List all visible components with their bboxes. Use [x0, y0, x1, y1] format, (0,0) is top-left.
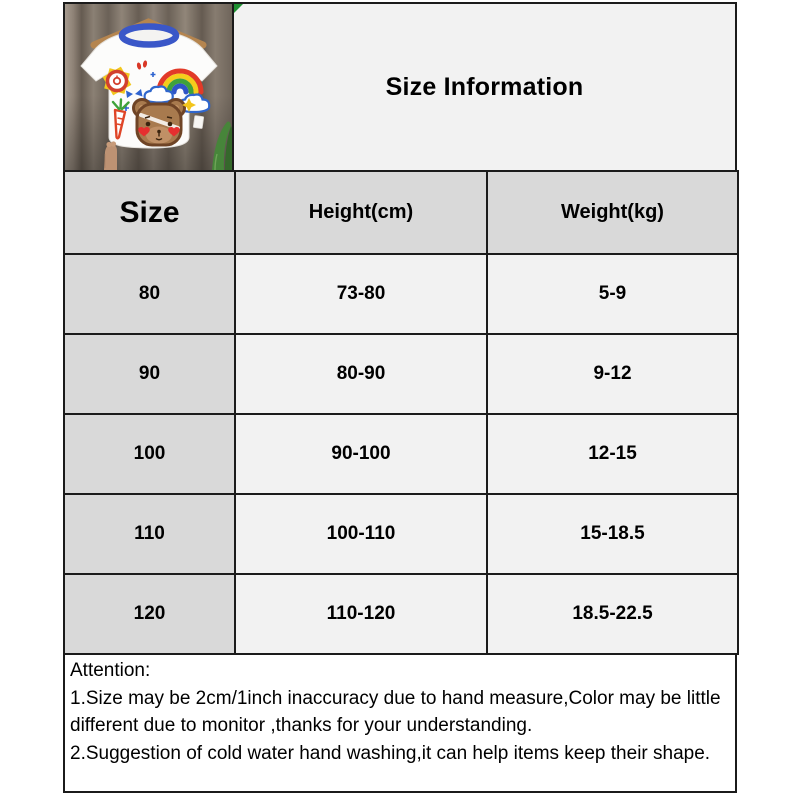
- size-cell: 120: [64, 574, 235, 654]
- height-cell: 80-90: [235, 334, 487, 414]
- table-row: [64, 254, 738, 334]
- size-cell: 90: [64, 334, 235, 414]
- column-header-height: Height(cm): [235, 171, 487, 254]
- attention-item: 1.Size may be 2cm/1inch inaccuracy due to hand measure,Color may be little different due to monitor ,thanks for your understanding.: [70, 687, 721, 736]
- garment-tag: [193, 116, 204, 129]
- collar: [122, 27, 176, 45]
- weight-cell: 12-15: [487, 414, 738, 494]
- table-row: [64, 414, 738, 494]
- attention-note: [63, 653, 737, 793]
- height-cell: 73-80: [235, 254, 487, 334]
- weight-cell: 18.5-22.5: [487, 574, 738, 654]
- print-bear: [134, 100, 185, 146]
- top-row: [63, 2, 737, 172]
- size-table: [63, 170, 739, 655]
- tshirt-photo-illustration: [65, 4, 232, 170]
- header-row: [64, 171, 738, 254]
- height-cell: 90-100: [235, 414, 487, 494]
- product-photo: [63, 2, 234, 172]
- column-header-weight: Weight(kg): [487, 171, 738, 254]
- weight-cell: 9-12: [487, 334, 738, 414]
- column-header-size: Size: [64, 171, 235, 254]
- height-cell: 100-110: [235, 494, 487, 574]
- attention-item: 2.Suggestion of cold water hand washing,it can help items keep their shape.: [70, 742, 711, 764]
- table-row: [64, 574, 738, 654]
- size-info-title: Size Information: [385, 72, 584, 101]
- size-cell: 80: [64, 254, 235, 334]
- size-cell: 110: [64, 494, 235, 574]
- corner-marker-icon: [234, 4, 243, 13]
- size-cell: 100: [64, 414, 235, 494]
- table-row: [64, 494, 738, 574]
- weight-cell: 5-9: [487, 254, 738, 334]
- table-row: [64, 334, 738, 414]
- size-info-header: [234, 2, 737, 172]
- attention-title: Attention:: [70, 660, 151, 681]
- height-cell: 110-120: [235, 574, 487, 654]
- weight-cell: 15-18.5: [487, 494, 738, 574]
